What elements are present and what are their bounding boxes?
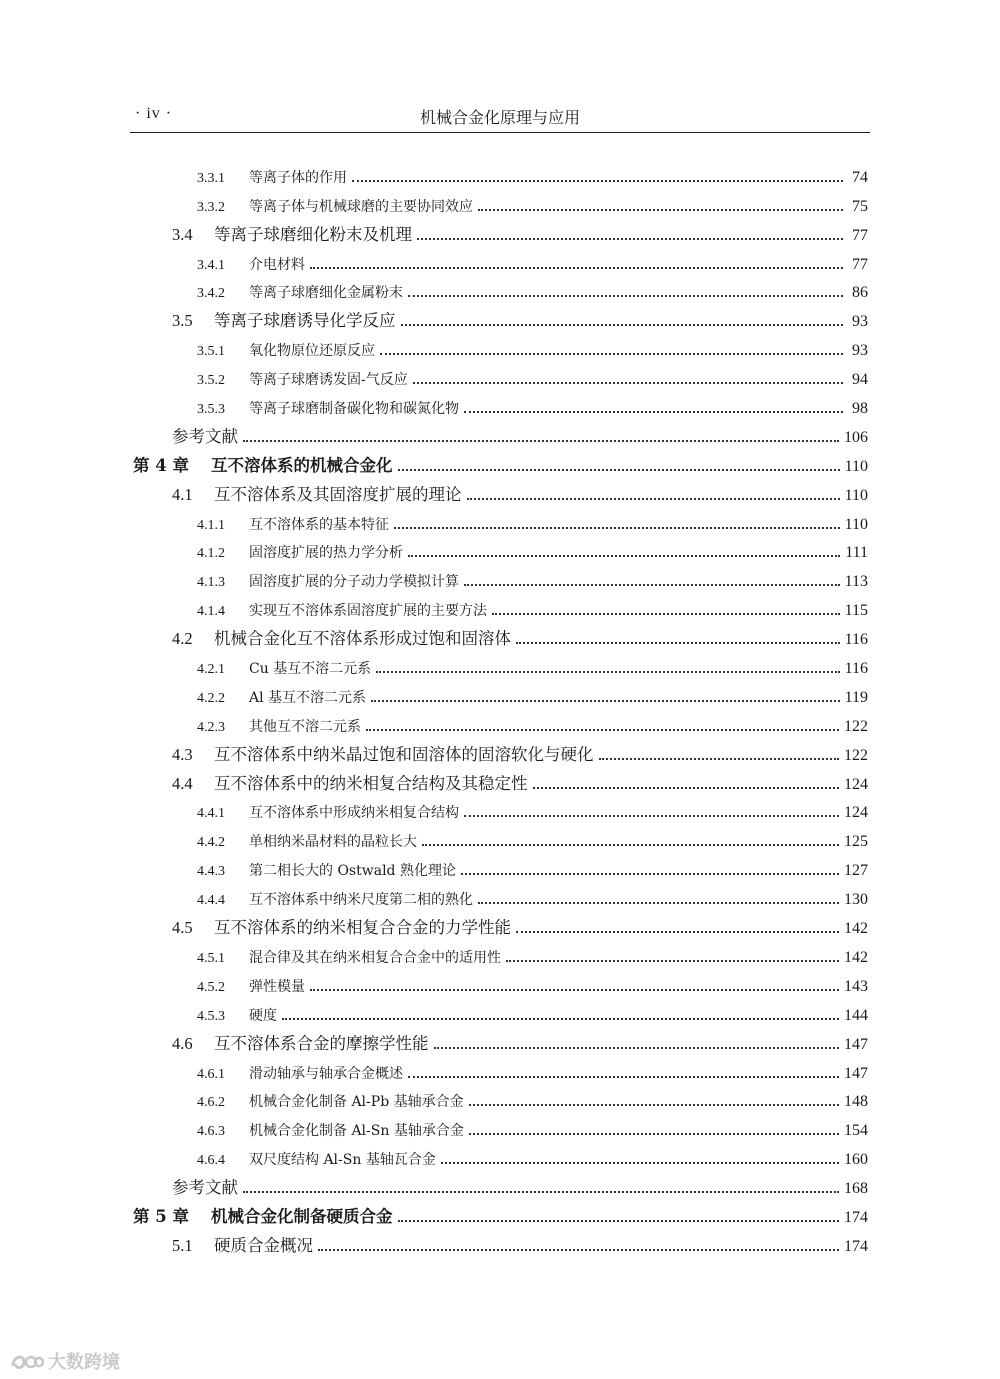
toc-entry[interactable] — [130, 998, 868, 1027]
toc-entry-title: 双尺度结构 Al-Sn 基轴瓦合金 — [249, 1152, 436, 1169]
toc-entry[interactable] — [130, 1229, 868, 1258]
toc-entry[interactable] — [130, 564, 868, 593]
dot-leader — [310, 989, 839, 991]
toc-entry-number: 4.1.2 — [197, 546, 225, 562]
toc-entry-page: 124 — [844, 775, 868, 793]
toc-entry-number: 4.6 — [172, 1033, 193, 1053]
toc-entry[interactable] — [130, 391, 868, 420]
toc-entry-number: 3.5.3 — [197, 402, 225, 418]
toc-entry-number: 3.4 — [172, 224, 193, 244]
toc-entry-number: 第 5 章 — [133, 1206, 189, 1226]
dot-leader — [243, 1191, 839, 1193]
toc-entry[interactable] — [130, 362, 868, 391]
toc-entry-number: 4.5 — [172, 918, 193, 938]
toc-entry[interactable] — [130, 449, 868, 478]
toc-entry-number: 4.1.1 — [197, 517, 225, 533]
toc-entry-number: 4.2 — [172, 629, 193, 649]
dot-leader — [380, 353, 843, 355]
toc-entry-title: 互不溶体系中的纳米相复合结构及其稳定性 — [214, 773, 528, 793]
toc-entry[interactable] — [130, 507, 868, 536]
toc-entry-number: 4.6.2 — [197, 1095, 225, 1111]
toc-entry[interactable] — [130, 333, 868, 362]
toc-entry-page: 93 — [852, 313, 868, 331]
toc-entry-number: 3.3.2 — [197, 199, 225, 215]
toc-entry-title: 等离子球磨诱导化学反应 — [214, 311, 396, 331]
toc-entry-title: 互不溶体系的纳米相复合合金的力学性能 — [214, 918, 511, 938]
dot-leader — [417, 238, 843, 240]
toc-entry-number: 3.5.1 — [197, 344, 225, 360]
dot-leader — [516, 931, 839, 933]
dot-leader — [371, 700, 840, 702]
toc-entry-page: 113 — [844, 573, 868, 591]
toc-entry-page: 148 — [844, 1093, 868, 1111]
toc-entry-title: 互不溶体系的基本特征 — [249, 516, 389, 533]
toc-entry-number: 4.2.3 — [197, 719, 225, 735]
toc-entry-title: 固溶度扩展的分子动力学模拟计算 — [249, 574, 459, 591]
dot-leader — [413, 382, 843, 384]
toc-entry-page: 98 — [852, 400, 868, 418]
toc-entry-page: 77 — [852, 226, 868, 244]
toc-entry[interactable] — [130, 1056, 868, 1085]
toc-entry-number: 4.5.2 — [197, 979, 225, 995]
toc-entry-page: 93 — [852, 342, 868, 360]
toc-entry[interactable] — [130, 593, 868, 622]
toc-entry[interactable] — [130, 276, 868, 305]
toc-entry[interactable] — [130, 1142, 868, 1171]
toc-entry-number: 4.6.4 — [197, 1153, 225, 1169]
toc-entry-title: 等离子球磨制备碳化物和碳氮化物 — [249, 401, 459, 418]
toc-entry-number: 3.5 — [172, 311, 193, 331]
dot-leader — [282, 1018, 839, 1020]
toc-entry-title: 硬度 — [249, 1007, 277, 1024]
toc-entry-page: 174 — [844, 1237, 868, 1255]
dot-leader — [408, 555, 840, 557]
toc-entry-title: 互不溶体系的机械合金化 — [211, 455, 393, 475]
toc-entry-page: 111 — [845, 544, 868, 562]
table-of-contents — [130, 160, 868, 1258]
toc-entry[interactable] — [130, 738, 868, 767]
toc-entry-title: Al 基互不溶二元系 — [249, 689, 367, 706]
toc-entry-title: 等离子球磨细化金属粉末 — [249, 285, 403, 302]
toc-entry-title: 互不溶体系合金的摩擦学性能 — [214, 1033, 429, 1053]
toc-entry-page: 127 — [844, 862, 868, 880]
dot-leader — [366, 729, 839, 731]
toc-entry-number: 3.3.1 — [197, 170, 225, 186]
toc-entry-number: 4.6.3 — [197, 1124, 225, 1140]
toc-entry-title: 互不溶体系中纳米尺度第二相的熟化 — [249, 892, 473, 909]
dot-leader — [352, 180, 843, 182]
toc-entry-title: 互不溶体系及其固溶度扩展的理论 — [214, 484, 462, 504]
dot-leader — [506, 960, 839, 962]
toc-entry[interactable] — [130, 1171, 868, 1200]
toc-entry-title: 等离子体的作用 — [249, 169, 347, 186]
toc-entry-page: 142 — [844, 920, 868, 938]
toc-entry-page: 77 — [852, 255, 868, 273]
dot-leader — [408, 295, 843, 297]
dot-leader — [469, 1104, 839, 1106]
toc-entry-title: 参考文献 — [172, 426, 238, 446]
toc-entry-title: 氧化物原位还原反应 — [249, 343, 375, 360]
toc-entry-title: 互不溶体系中纳米晶过饱和固溶体的固溶软化与硬化 — [214, 744, 594, 764]
toc-entry-number: 4.1.3 — [197, 575, 225, 591]
toc-entry[interactable] — [130, 651, 868, 680]
watermark-logo-icon — [10, 1350, 44, 1372]
toc-entry-page: 86 — [852, 284, 868, 302]
toc-entry-page: 119 — [844, 688, 868, 706]
toc-entry[interactable] — [130, 882, 868, 911]
dot-leader — [401, 324, 844, 326]
toc-entry-page: 143 — [844, 977, 868, 995]
toc-entry[interactable] — [130, 940, 868, 969]
watermark-text: 大数跨境 — [48, 1352, 120, 1373]
toc-entry-page: 147 — [844, 1064, 868, 1082]
toc-entry[interactable] — [130, 247, 868, 276]
page-header — [130, 98, 870, 133]
toc-entry-page: 110 — [844, 486, 868, 504]
toc-entry-page: 147 — [844, 1035, 868, 1053]
toc-entry-title: 第二相长大的 Ostwald 熟化理论 — [249, 863, 456, 880]
toc-entry-page: 144 — [844, 1006, 868, 1024]
dot-leader — [243, 440, 839, 442]
toc-entry[interactable] — [130, 189, 868, 218]
toc-entry[interactable] — [130, 853, 868, 882]
toc-entry-title: 参考文献 — [172, 1178, 238, 1198]
dot-leader — [478, 209, 843, 211]
toc-entry[interactable] — [130, 1085, 868, 1114]
dot-leader — [461, 873, 839, 875]
toc-entry-page: 168 — [844, 1180, 868, 1198]
toc-entry[interactable] — [130, 1113, 868, 1142]
toc-entry-page: 130 — [844, 891, 868, 909]
toc-entry-title: 其他互不溶二元系 — [249, 718, 361, 735]
dot-leader — [394, 527, 840, 529]
dot-leader — [318, 1249, 839, 1251]
dot-leader — [408, 1076, 839, 1078]
toc-entry[interactable] — [130, 709, 868, 738]
dot-leader — [376, 671, 839, 673]
toc-entry-title: 等离子球磨诱发固-气反应 — [249, 372, 408, 389]
toc-entry[interactable] — [130, 304, 868, 333]
toc-entry-page: 115 — [844, 602, 868, 620]
toc-entry-title: 硬质合金概况 — [214, 1235, 313, 1255]
toc-entry-page: 116 — [844, 660, 868, 678]
toc-entry[interactable] — [130, 160, 868, 189]
toc-entry-number: 4.2.2 — [197, 690, 225, 706]
toc-entry-page: 110 — [844, 515, 868, 533]
toc-entry-number: 4.4.3 — [197, 864, 225, 880]
toc-entry[interactable] — [130, 536, 868, 565]
dot-leader — [434, 1047, 840, 1049]
toc-entry-page: 142 — [844, 948, 868, 966]
dot-leader — [441, 1162, 839, 1164]
toc-entry-number: 4.4 — [172, 773, 193, 793]
toc-entry-number: 4.2.1 — [197, 662, 225, 678]
toc-entry-number: 3.4.1 — [197, 257, 225, 273]
toc-entry-number: 4.1 — [172, 484, 193, 504]
toc-entry-page: 122 — [844, 717, 868, 735]
toc-entry-title: 介电材料 — [249, 256, 305, 273]
toc-entry-page: 160 — [844, 1151, 868, 1169]
dot-leader — [310, 267, 843, 269]
toc-entry-number: 4.4.1 — [197, 806, 225, 822]
toc-entry-number: 4.6.1 — [197, 1066, 225, 1082]
toc-entry-title: 实现互不溶体系固溶度扩展的主要方法 — [249, 603, 487, 620]
toc-entry-title: 互不溶体系中形成纳米相复合结构 — [249, 805, 459, 822]
toc-entry-number: 4.3 — [172, 744, 193, 764]
toc-entry-number: 3.5.2 — [197, 373, 225, 389]
toc-entry-page: 154 — [844, 1122, 868, 1140]
toc-entry[interactable] — [130, 767, 868, 796]
toc-entry-page: 174 — [844, 1208, 868, 1226]
book-title: 机械合金化原理与应用 — [419, 108, 580, 127]
toc-entry-page: 124 — [844, 804, 868, 822]
toc-entry-page: 122 — [844, 746, 868, 764]
dot-leader — [464, 411, 843, 413]
toc-entry-number: 4.5.1 — [197, 950, 225, 966]
toc-entry-page: 75 — [852, 197, 868, 215]
toc-entry-title: 弹性模量 — [249, 978, 305, 995]
toc-entry-title: 等离子体与机械球磨的主要协同效应 — [249, 198, 473, 215]
toc-entry-page: 125 — [844, 833, 868, 851]
toc-entry[interactable] — [130, 680, 868, 709]
dot-leader — [599, 758, 840, 760]
toc-entry[interactable] — [130, 969, 868, 998]
toc-entry[interactable] — [130, 796, 868, 825]
toc-entry-title: 等离子球磨细化粉末及机理 — [214, 224, 412, 244]
dot-leader — [464, 815, 839, 817]
toc-entry-page: 110 — [844, 457, 868, 475]
toc-entry[interactable] — [130, 622, 868, 651]
dot-leader — [398, 469, 840, 471]
toc-entry-number: 4.4.4 — [197, 893, 225, 909]
toc-entry-title: 固溶度扩展的热力学分析 — [249, 545, 403, 562]
dot-leader — [516, 642, 840, 644]
toc-entry-page: 106 — [844, 428, 868, 446]
toc-entry-title: 机械合金化制备 Al-Sn 基轴承合金 — [249, 1123, 464, 1140]
toc-entry-number: 4.1.4 — [197, 604, 225, 620]
toc-entry[interactable] — [130, 1027, 868, 1056]
dot-leader — [469, 1133, 839, 1135]
toc-entry-title: Cu 基互不溶二元系 — [249, 661, 372, 678]
dot-leader — [533, 787, 840, 789]
toc-entry[interactable] — [130, 824, 868, 853]
toc-entry-title: 滑动轴承与轴承合金概述 — [249, 1065, 403, 1082]
dot-leader — [398, 1220, 840, 1222]
toc-entry-number: 第 4 章 — [133, 455, 189, 475]
toc-entry-page: 116 — [844, 631, 868, 649]
dot-leader — [422, 844, 839, 846]
toc-entry-number: 4.4.2 — [197, 835, 225, 851]
dot-leader — [464, 584, 840, 586]
toc-entry[interactable] — [130, 420, 868, 449]
toc-entry-page: 74 — [852, 168, 868, 186]
toc-entry[interactable] — [130, 478, 868, 507]
toc-entry-title: 机械合金化制备硬质合金 — [211, 1206, 393, 1226]
dot-leader — [492, 613, 840, 615]
dot-leader — [467, 498, 840, 500]
toc-entry[interactable] — [130, 911, 868, 940]
toc-entry-title: 单相纳米晶材料的晶粒长大 — [249, 834, 417, 851]
toc-entry-number: 3.4.2 — [197, 286, 225, 302]
toc-entry-title: 混合律及其在纳米相复合合金中的适用性 — [249, 949, 501, 966]
dot-leader — [478, 902, 839, 904]
toc-entry-number: 4.5.3 — [197, 1008, 225, 1024]
toc-entry-title: 机械合金化互不溶体系形成过饱和固溶体 — [214, 629, 511, 649]
toc-entry[interactable] — [130, 1200, 868, 1229]
page-number: · iv · — [135, 105, 173, 122]
watermark — [10, 1348, 120, 1374]
toc-entry-page: 94 — [852, 371, 868, 389]
toc-entry-number: 5.1 — [172, 1235, 193, 1255]
toc-entry[interactable] — [130, 218, 868, 247]
toc-entry-title: 机械合金化制备 Al-Pb 基轴承合金 — [249, 1094, 464, 1111]
